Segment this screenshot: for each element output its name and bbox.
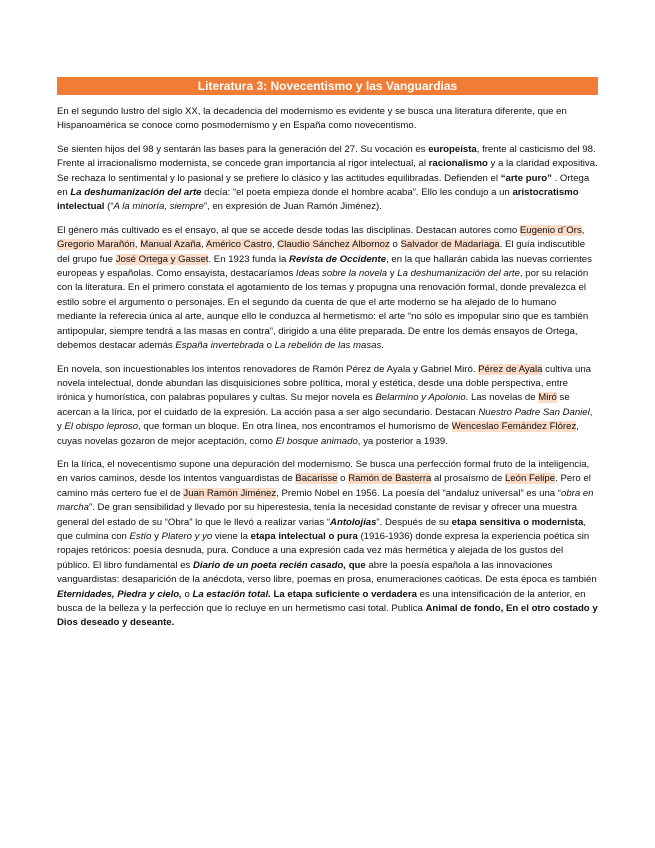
text-run: Ideas sobre la novela — [295, 268, 388, 280]
text-run: , por su relación con la literatura. En el primero constata el agotamiento de los temas y propugna una renovación formal, donde prevalezca el estilo sobre el argumento o personajes. En el segundo da cuenta de que el arte moderno se ha alejado de lo humano mediante la referecia única al arte, aunque ello le conduzca al hermetismo: el arte “no sólo es impopular sino que es también antipopular, siempre tendrá a las masas en contra”, dirigido a una élite preparada. De entre los demás ensayos de Ortega, debemos destacar además — [57, 268, 589, 352]
paragraph-1 — [57, 105, 598, 134]
text-run: aristocratismo intelectual — [57, 187, 579, 213]
text-run: ”. Después de su — [376, 516, 452, 528]
text-run: etapa intelectual o pura — [250, 530, 358, 542]
text-run: Diario de un poeta recién casado, — [193, 559, 347, 571]
text-run: La etapa suficiente o verdadera — [273, 588, 417, 600]
highlighted-name: Bacarisse — [295, 473, 338, 485]
highlighted-name: Wenceslao Femández Flórez — [451, 421, 577, 433]
text-run: En novela, son incuestionables los intentos renovadores de Ramón Pérez de Ayala y Gabriel Miró. — [57, 363, 479, 375]
highlighted-name: Américo Castro — [205, 239, 272, 251]
text-run: , que forman un bloque. En otra línea, nos encontramos el humorismo de — [138, 421, 452, 433]
highlighted-name: Pérez de Ayala — [478, 363, 543, 375]
text-run: En la lírica, el novecentismo supone una depuración del modernismo. Se busca una perfección formal fruto de la inteligencia, en varios caminos, desde los intentos vanguardistas de — [57, 458, 590, 485]
highlighted-name: León Felipe — [504, 473, 556, 485]
text-run: . Ortega en — [57, 172, 590, 199]
text-run: , que culmina con — [57, 516, 586, 542]
text-run: o — [181, 588, 193, 600]
paragraph-4 — [57, 363, 598, 449]
text-run: El bosque animado — [275, 435, 358, 447]
text-run: El género más cultivado es el ensayo, al que se accede desde todas las disciplinas. Destacan autores como — [57, 224, 520, 236]
text-run: Estío — [129, 530, 152, 542]
highlighted-name: Eugenio d´Ors — [519, 224, 582, 236]
text-run: Revista de Occidente — [289, 253, 387, 265]
text-run: decía: “el poeta empieza donde el hombre acaba”. Ello les condujo a un — [201, 187, 513, 199]
text-run: , cuyas novelas gozaron de mejor aceptación, como — [57, 421, 579, 447]
text-run: El obispo leproso — [64, 421, 139, 433]
text-run: abre la poesía española a las innovaciones vanguardistas: desaparición de la anécdota, verso libre, poemas en prosa, enumeraciones caóticas. De esta época es también — [57, 559, 597, 586]
text-run: es una intensificación de la anterior, en busca de la belleza y la perfección que lo recluye en un hermetismo casi total. Publica — [57, 588, 586, 614]
text-run: cultiva una novela intelectual, donde abundan las disquisiciones sobre política, moral y estética, desde una doble perspectiva, entre irónica y humorística, con palabras populares y cultas. Su mejor novela es — [57, 363, 592, 404]
text-run: racionalismo — [428, 158, 488, 170]
text-run: y — [387, 268, 398, 280]
text-run: La deshumanización del arte — [70, 187, 202, 199]
text-run: La estación total. — [192, 588, 271, 600]
highlighted-name: Gregorio Marañón — [57, 239, 135, 251]
text-run: y a la claridad expositiva. Se rechaza lo sentimental y lo pasional y se prefiere lo clásico y las actitudes equilibradas. Defienden el — [57, 158, 598, 184]
page-title: Literatura 3: Novecentismo y las Vanguardias — [57, 77, 598, 95]
text-run: , y — [57, 406, 593, 433]
text-run: obra en marcha — [57, 487, 594, 514]
paragraph-5 — [57, 458, 598, 631]
highlighted-name: Salvador de Madariaga — [400, 239, 500, 251]
text-run: Platero y yo — [161, 530, 213, 542]
highlighted-name: Manual Azaña — [140, 239, 202, 251]
text-run: y — [151, 530, 162, 542]
text-run: La rebelión de las masas — [274, 340, 382, 352]
text-run: . Las novelas de — [465, 392, 539, 404]
text-run: (“ — [104, 201, 114, 213]
paragraph-3 — [57, 224, 598, 354]
text-run: . Pero el camino más certero fue el de — [57, 473, 591, 499]
document-body — [57, 105, 598, 631]
text-run: A la minoría, siempre — [113, 201, 204, 213]
text-run: España invertebrada — [175, 340, 264, 352]
text-run: , — [201, 239, 206, 251]
text-run: Belarmino y Apolonio — [375, 392, 466, 404]
text-run: Eternidades, Piedra y cielo, — [57, 588, 182, 600]
text-run: o — [263, 340, 275, 352]
text-run: La deshumanización del arte — [397, 268, 520, 280]
text-run: , Premio Nobel en 1956. La poesía del “andaluz universal” es una “ — [276, 487, 561, 499]
text-run: ”. De gran sensibilidad y llevado por su hiperestesia, tenía la necesidad constante de revisar y ofrecer una muestra general del estado de su “Obra” lo que le llevó a realizar varias “ — [57, 502, 577, 528]
text-run: , en la que hallarán cabida las nuevas corrientes europeas y españolas. Como ensayista, destacaríamos — [57, 253, 592, 280]
text-run: Animal de fondo, En el otro costado y Dios deseado y deseante. — [57, 603, 598, 629]
text-run: Nuestro Padre San Daniel — [478, 406, 590, 418]
text-run: . En 1923 funda la — [208, 253, 290, 265]
text-run: Se sienten hijos del 98 y sentarán las bases para la generación del 27. Su vocación es — [57, 143, 429, 155]
text-run: “arte puro” — [500, 172, 552, 184]
text-run: viene la — [212, 530, 251, 542]
text-run: que — [348, 559, 366, 571]
text-run: al prosaísmo de — [431, 473, 505, 485]
text-run: . El guía indiscutible del grupo fue — [57, 239, 586, 265]
highlighted-name: Claudio Sánchez Albornoz — [277, 239, 390, 251]
text-run: se acercan a la lírica, por el cuidado de la expresión. La acción pasa a ser algo secundario. Destacan — [57, 392, 570, 418]
text-run: , ya posterior a 1939. — [357, 435, 448, 447]
text-run: o — [389, 239, 401, 251]
text-run: (1916-1936) donde expresa la experiencia poética sin ropajes retóricos: poesía desnuda, pura. Conduce a una expresión cada vez más hermética y alejada de los gustos del público. El libro fundamental es — [57, 530, 590, 571]
highlighted-name: Juan Ramón Jiménez — [183, 487, 277, 499]
text-run: europeísta — [428, 143, 477, 155]
text-run: , — [134, 239, 141, 251]
highlighted-name: Ramón de Basterra — [348, 473, 432, 485]
text-run: o — [337, 473, 349, 485]
highlighted-name: Miró — [538, 392, 557, 404]
text-run: ”, en expresión de Juan Ramón Jiménez). — [203, 201, 382, 213]
text-run: En el segundo lustro del siglo XX, la decadencia del modernismo es evidente y se busca una literatura diferente, que en Hispanoamérica se conoce como posmodernismo y en España como novecentismo. — [57, 106, 567, 132]
highlighted-name: José Ortega y Gasset — [115, 253, 209, 265]
text-run: etapa sensitiva o modernista — [451, 516, 584, 528]
text-run: , — [581, 224, 585, 236]
paragraph-2 — [57, 143, 598, 215]
document-page — [57, 77, 598, 640]
text-run: Antolojías — [330, 516, 377, 528]
text-run: . — [381, 340, 384, 352]
text-run: , frente al casticismo del 98. Frente al irracionalismo modernista, se concede gran importancia al rigor intelectual, al — [57, 143, 596, 170]
text-run: , — [271, 239, 278, 251]
